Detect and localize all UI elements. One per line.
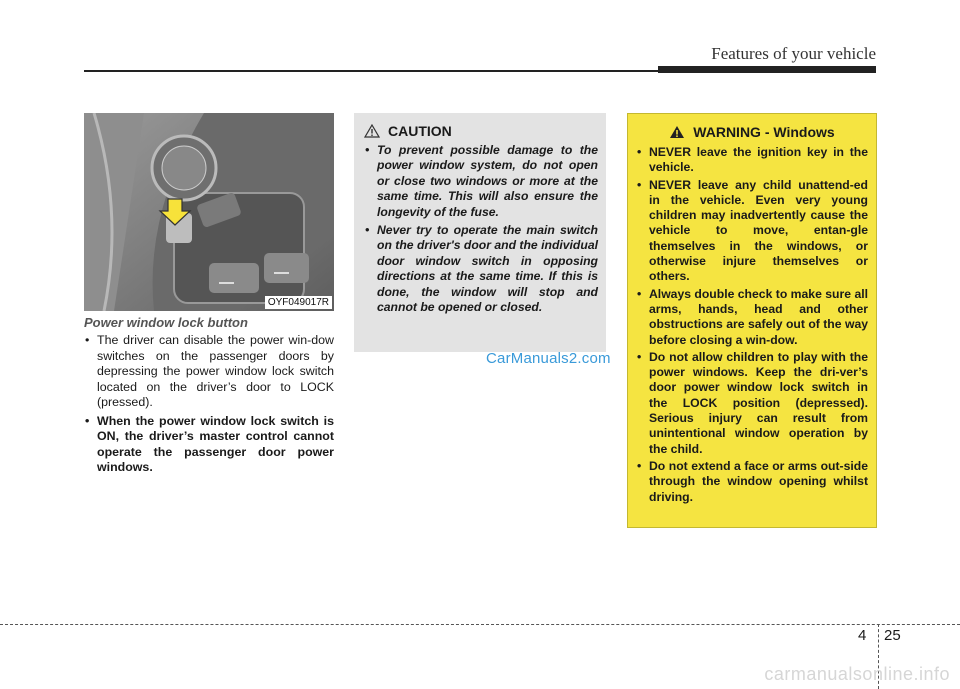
warning-triangle-icon [669,125,685,139]
caution-heading [364,123,598,139]
caution-box [354,113,606,352]
section-title: Features of your vehicle [711,44,876,63]
caution-item: • To prevent possible damage to the power window system, do not open or close two windows or more at the same time. This will also ensure the longevity of the fuse. [364,143,598,220]
warning-item: • Do not allow children to play with the power windows. Keep the dri-ver’s door power window lock switch in the LOCK position (depressed). Serious injury can result from unintentional window operation by the child. [636,350,868,457]
footer-rule [0,624,960,625]
chapter-number: 4 [858,627,867,644]
bullet-item: • When the power window lock switch is ON, the driver’s master control cannot operate the passenger door power windows. [84,414,334,476]
lock-button-photo [84,113,334,311]
figure-code: OYF049017R [265,296,332,309]
caution-item: • Never try to operate the main switch on the driver's door and the individual door window switch in opposing directions at the same time. If this is done, the window will stop and cannot be opened or closed. [364,223,598,315]
warning-box [627,113,877,528]
bullet-item: • The driver can disable the power win-dow switches on the passenger doors by depressing the power window lock switch located on the driver’s door to LOCK (pressed). [84,333,334,411]
warning-item: • Do not extend a face or arms out-side through the window opening whilst driving. [636,459,868,505]
warning-title: WARNING - Windows [693,124,835,140]
warning-item: • NEVER leave the ignition key in the vehicle. [636,145,868,176]
warning-item: • Always double check to make sure all arms, hands, head and other obstructions are safely out of the way before closing a win-dow. [636,287,868,348]
caution-triangle-icon [364,124,380,138]
warning-heading [636,124,868,140]
warning-item: • NEVER leave any child unattend-ed in the vehicle. Even very young children may inadvertently cause the vehicle to move, entan-gle themselves in the windows, or otherwise injure themselves or others. [636,178,868,285]
figure-caption: Power window lock button [84,315,248,330]
header-rule-accent [658,66,876,73]
bottom-watermark: carmanualsonline.info [764,664,950,684]
site-watermark: CarManuals2.com [486,350,611,367]
lock-button-bullets [84,333,334,479]
page-number: 25 [884,627,901,644]
caution-title: CAUTION [388,123,452,139]
